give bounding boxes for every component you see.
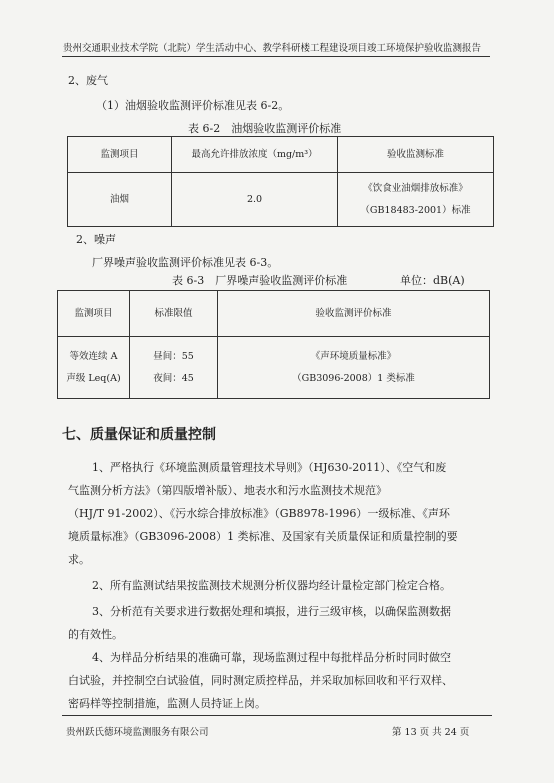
qa-p4-line: 白试验，并控制空白试验值，同时测定质控样品，并采取加标回收和平行双样、 (68, 674, 453, 687)
table-6-3-item-line1: 等效连续 A (69, 351, 118, 363)
header-rule (62, 56, 490, 57)
table-6-3-unit: 单位：dB(A) (400, 274, 465, 287)
qa-p4-line: 4、为样品分析结果的准确可靠，现场监测过程中每批样品分析时同时做空 (92, 651, 451, 664)
table-6-3-cell-item (58, 337, 130, 399)
qa-p3-line: 3、分析范有关要求进行数据处理和填报，进行三级审核，以确保监测数据 (92, 605, 451, 618)
qa-p1-line: （HJ/T 91-2002）、《污水综合排放标准》（GB8978-1996）一级标准、《声环 (68, 507, 450, 520)
table-6-2-standard-line1: 《饮食业油烟排放标准》 (363, 183, 468, 195)
qa-paragraph-4 (68, 646, 453, 715)
table-6-2-header-item: 监测项目 (68, 137, 172, 173)
table-6-3-header-standard: 验收监测评价标准 (218, 291, 490, 337)
table-6-3-header-limit: 标准限值 (130, 291, 218, 337)
table-6-3-limit-night: 夜间：45 (153, 372, 194, 384)
footer-company: 贵州跃氏德环境监测服务有限公司 (66, 727, 209, 738)
qa-p4-line: 密码样等控制措施，监测人员持证上岗。 (68, 697, 266, 710)
table-6-3-standard-line1: 《声环境质量标准》 (310, 351, 397, 363)
qa-paragraph-3 (68, 600, 451, 646)
page-header: 贵州交通职业技术学院（北院）学生活动中心、教学科研楼工程建设项目竣工环境保护验收监测报告 (62, 43, 481, 54)
exhaust-heading: 2、废气 (68, 74, 108, 87)
exhaust-item: （1）油烟验收监测评价标准见表 6-2。 (96, 99, 290, 112)
table-6-3-header-item: 监测项目 (58, 291, 130, 337)
table-6-3-standard-line2: （GB3096-2008）1 类标准 (292, 372, 415, 384)
noise-item: 厂界噪声验收监测评价标准见表 6-3。 (92, 256, 279, 269)
qa-p2-line: 2、所有监测试结果按监测技术规测分析仪器均经计量检定部门检定合格。 (92, 579, 451, 592)
table-6-2 (67, 136, 494, 227)
qa-heading: 七、质量保证和质量控制 (62, 427, 216, 443)
qa-p1-line: 境质量标准》（GB3096-2008）1 类标准、及国家有关质量保证和质量控制的要 (68, 530, 458, 543)
qa-p1-line: 1、严格执行《环境监测质量管理技术导则》（HJ630-2011）、《空气和废 (92, 461, 447, 474)
table-6-3-item-line2: 声级 Leq(A) (66, 372, 121, 384)
qa-paragraph-2 (92, 574, 451, 597)
table-6-3-limit-day: 昼间：55 (153, 351, 194, 363)
qa-paragraph-1 (68, 456, 458, 571)
footer-rule (62, 715, 492, 716)
table-6-2-header-value: 最高允许排放浓度（mg/m³） (172, 137, 338, 173)
footer-page-number: 第 13 页 共 24 页 (392, 727, 470, 738)
table-6-2-cell-standard (338, 173, 494, 227)
table-6-2-cell-value: 2.0 (172, 173, 338, 227)
qa-p1-line: 气监测分析方法》（第四版增补版）、地表水和污水监测技术规范》 (68, 484, 387, 497)
noise-heading: 2、噪声 (76, 233, 116, 246)
table-6-2-header-standard: 验收监测标准 (338, 137, 494, 173)
table-6-3 (57, 290, 490, 399)
table-6-2-cell-item: 油烟 (68, 173, 172, 227)
table-6-2-standard-line2: （GB18483-2001）标准 (360, 204, 471, 216)
table-6-3-caption: 表 6-3 厂界噪声验收监测评价标准 (172, 274, 348, 287)
table-6-2-caption: 表 6-2 油烟验收监测评价标准 (188, 122, 342, 135)
qa-p3-line: 的有效性。 (68, 628, 123, 641)
table-6-3-cell-limit (130, 337, 218, 399)
table-6-3-cell-standard (218, 337, 490, 399)
qa-p1-line: 求。 (68, 553, 90, 566)
